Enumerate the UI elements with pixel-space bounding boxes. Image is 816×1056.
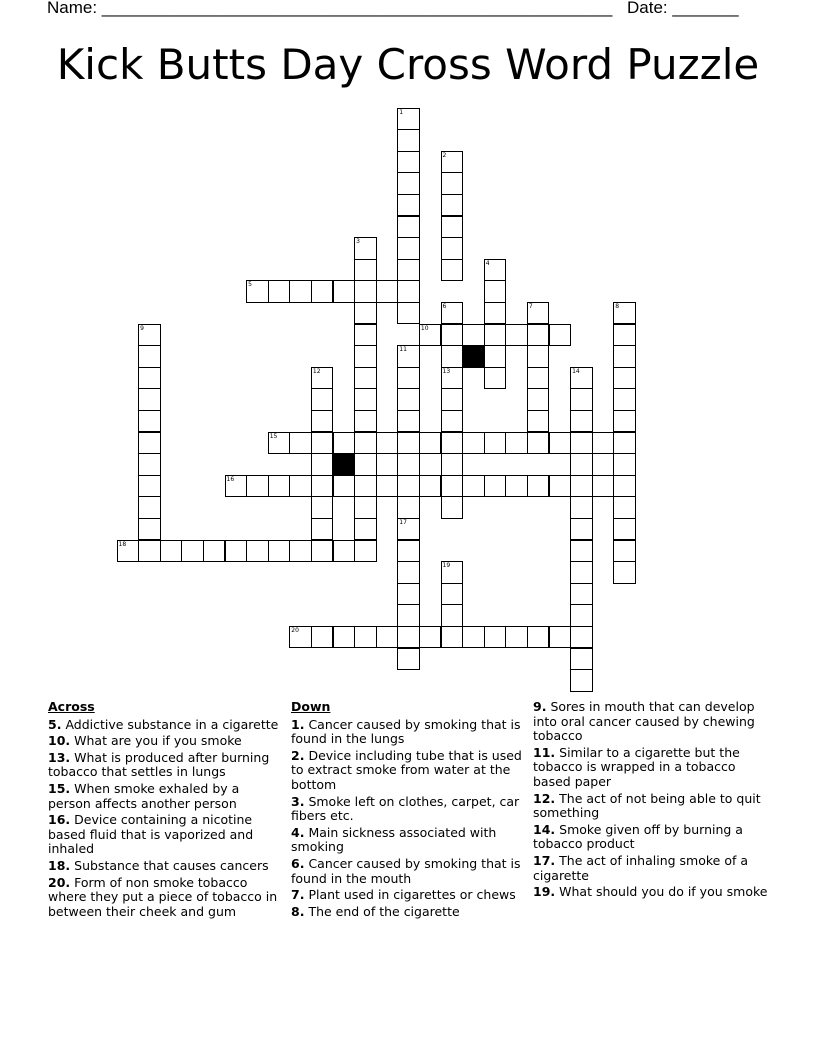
grid-cell[interactable] bbox=[441, 388, 464, 411]
grid-cell[interactable] bbox=[441, 259, 464, 282]
grid-cell[interactable] bbox=[419, 324, 442, 347]
grid-cell[interactable] bbox=[419, 432, 442, 455]
grid-cell[interactable] bbox=[397, 151, 420, 174]
black-square bbox=[462, 345, 485, 368]
cell-number: 11 bbox=[399, 346, 407, 354]
grid-cell[interactable] bbox=[441, 216, 464, 239]
grid-cell[interactable] bbox=[333, 626, 356, 649]
grid-cell[interactable] bbox=[570, 432, 593, 455]
clue-item bbox=[291, 826, 523, 855]
grid-cell[interactable] bbox=[138, 496, 161, 519]
grid-cell[interactable] bbox=[311, 626, 334, 649]
clue-text: The end of the cigarette bbox=[308, 903, 460, 919]
black-square bbox=[333, 453, 356, 476]
clue-text: Similar to a cigarette but the tobacco is wrapped in a tobacco based paper bbox=[533, 744, 740, 789]
clue-text: When smoke exhaled by a person affects another person bbox=[48, 780, 240, 811]
clue-item bbox=[48, 718, 280, 733]
down-clues-continued bbox=[533, 700, 769, 902]
clue-number: 11. bbox=[533, 744, 556, 760]
grid-cell[interactable] bbox=[354, 626, 377, 649]
grid-cell[interactable] bbox=[397, 237, 420, 260]
grid-cell[interactable] bbox=[441, 194, 464, 217]
grid-cell[interactable] bbox=[397, 496, 420, 519]
grid-cell[interactable] bbox=[549, 626, 572, 649]
clue-item bbox=[48, 751, 280, 780]
grid-cell[interactable] bbox=[354, 302, 377, 325]
grid-cell[interactable] bbox=[613, 496, 636, 519]
clue-number: 4. bbox=[291, 824, 305, 840]
cell-number: 4 bbox=[485, 259, 490, 267]
grid-cell[interactable] bbox=[289, 280, 312, 303]
grid-cell[interactable] bbox=[397, 108, 420, 131]
grid-cell[interactable] bbox=[549, 432, 572, 455]
clue-item bbox=[291, 749, 523, 793]
grid-cell[interactable] bbox=[613, 540, 636, 563]
grid-cell[interactable] bbox=[613, 302, 636, 325]
grid-cell[interactable] bbox=[527, 626, 550, 649]
grid-cell[interactable] bbox=[505, 324, 528, 347]
grid-cell[interactable] bbox=[441, 172, 464, 195]
grid-cell[interactable] bbox=[181, 540, 204, 563]
grid-cell[interactable] bbox=[354, 237, 377, 260]
grid-cell[interactable] bbox=[570, 540, 593, 563]
across-clue-list bbox=[48, 718, 280, 920]
grid-cell[interactable] bbox=[311, 518, 334, 541]
grid-cell[interactable] bbox=[613, 518, 636, 541]
cell-number: 6 bbox=[442, 302, 447, 310]
grid-cell[interactable] bbox=[397, 453, 420, 476]
clue-number: 3. bbox=[291, 793, 305, 809]
grid-cell[interactable] bbox=[484, 475, 507, 498]
clue-item bbox=[533, 885, 769, 900]
grid-cell[interactable] bbox=[570, 388, 593, 411]
grid-cell[interactable] bbox=[527, 388, 550, 411]
grid-cell[interactable] bbox=[397, 648, 420, 671]
clue-text: The act of not being able to quit something bbox=[533, 790, 761, 821]
grid-cell[interactable] bbox=[397, 540, 420, 563]
grid-cell[interactable] bbox=[289, 475, 312, 498]
grid-cell[interactable] bbox=[441, 432, 464, 455]
clue-text: What should you do if you smoke bbox=[559, 884, 768, 900]
clue-text: Smoke given off by burning a tobacco product bbox=[533, 821, 743, 852]
grid-cell[interactable] bbox=[570, 561, 593, 584]
clue-number: 19. bbox=[533, 884, 556, 900]
grid-cell[interactable] bbox=[397, 259, 420, 282]
grid-cell[interactable] bbox=[397, 410, 420, 433]
grid-cell[interactable] bbox=[613, 432, 636, 455]
across-clues bbox=[48, 700, 280, 921]
grid-cell[interactable] bbox=[397, 626, 420, 649]
down-heading: Down bbox=[291, 699, 331, 714]
grid-cell[interactable] bbox=[138, 367, 161, 390]
grid-cell[interactable] bbox=[354, 410, 377, 433]
grid-cell[interactable] bbox=[289, 432, 312, 455]
clue-number: 18. bbox=[48, 857, 71, 873]
grid-cell[interactable] bbox=[311, 410, 334, 433]
grid-cell[interactable] bbox=[570, 496, 593, 519]
grid-cell[interactable] bbox=[505, 475, 528, 498]
grid-cell[interactable] bbox=[203, 540, 226, 563]
grid-cell[interactable] bbox=[570, 475, 593, 498]
grid-cell[interactable] bbox=[570, 583, 593, 606]
grid-cell[interactable] bbox=[441, 583, 464, 606]
cell-number: 19 bbox=[442, 562, 451, 570]
grid-cell[interactable] bbox=[527, 367, 550, 390]
clue-text: Sores in mouth that can develop into oral cancer caused by chewing tobacco bbox=[533, 699, 755, 744]
grid-cell[interactable] bbox=[613, 367, 636, 390]
grid-cell[interactable] bbox=[311, 388, 334, 411]
clue-item bbox=[533, 700, 769, 744]
grid-cell[interactable] bbox=[354, 540, 377, 563]
grid-cell[interactable] bbox=[462, 432, 485, 455]
clue-text: Addictive substance in a cigarette bbox=[65, 716, 279, 732]
grid-cell[interactable] bbox=[484, 302, 507, 325]
grid-cell[interactable] bbox=[505, 626, 528, 649]
clue-text: Substance that causes cancers bbox=[74, 857, 269, 873]
grid-cell[interactable] bbox=[527, 475, 550, 498]
grid-cell[interactable] bbox=[462, 626, 485, 649]
clue-item bbox=[291, 857, 523, 886]
cell-number: 14 bbox=[572, 367, 580, 375]
clue-number: 16. bbox=[48, 812, 71, 828]
clue-text: What is produced after burning tobacco that settles in lungs bbox=[48, 749, 270, 780]
clue-number: 2. bbox=[291, 747, 305, 763]
grid-cell[interactable] bbox=[484, 324, 507, 347]
clue-text: Form of non smoke tobacco where they put a piece of tobacco in between their cheek and gum bbox=[48, 874, 278, 919]
grid-cell[interactable] bbox=[246, 540, 269, 563]
grid-cell[interactable] bbox=[268, 540, 291, 563]
grid-cell[interactable] bbox=[138, 518, 161, 541]
grid-cell[interactable] bbox=[376, 280, 399, 303]
grid-cell[interactable] bbox=[333, 432, 356, 455]
grid-cell[interactable] bbox=[527, 345, 550, 368]
grid-cell[interactable] bbox=[376, 626, 399, 649]
grid-cell[interactable] bbox=[484, 259, 507, 282]
clue-item bbox=[291, 905, 523, 920]
grid-cell[interactable] bbox=[484, 280, 507, 303]
grid-cell[interactable] bbox=[570, 648, 593, 671]
grid-cell[interactable] bbox=[138, 345, 161, 368]
grid-cell[interactable] bbox=[268, 432, 291, 455]
grid-cell[interactable] bbox=[268, 280, 291, 303]
grid-cell[interactable] bbox=[462, 324, 485, 347]
grid-cell[interactable] bbox=[570, 518, 593, 541]
grid-cell[interactable] bbox=[397, 194, 420, 217]
date-field-label[interactable]: Date: _______ bbox=[627, 0, 739, 17]
grid-cell[interactable] bbox=[160, 540, 183, 563]
grid-cell[interactable] bbox=[138, 388, 161, 411]
cell-number: 13 bbox=[442, 367, 451, 375]
page-title: Kick Butts Day Cross Word Puzzle bbox=[56, 40, 760, 89]
clue-text: What are you if you smoke bbox=[74, 733, 242, 749]
grid-cell[interactable] bbox=[613, 561, 636, 584]
cell-number: 3 bbox=[356, 238, 360, 246]
grid-cell[interactable] bbox=[138, 410, 161, 433]
cell-number: 1 bbox=[399, 108, 404, 116]
grid-cell[interactable] bbox=[527, 432, 550, 455]
grid-cell[interactable] bbox=[484, 432, 507, 455]
grid-cell[interactable] bbox=[397, 432, 420, 455]
clue-item bbox=[533, 823, 769, 852]
grid-cell[interactable] bbox=[397, 475, 420, 498]
cell-number: 7 bbox=[528, 302, 533, 310]
grid-cell[interactable] bbox=[613, 453, 636, 476]
grid-cell[interactable] bbox=[138, 475, 161, 498]
grid-cell[interactable] bbox=[441, 604, 464, 627]
grid-cell[interactable] bbox=[527, 324, 550, 347]
clue-item bbox=[291, 888, 523, 903]
grid-cell[interactable] bbox=[592, 475, 615, 498]
grid-cell[interactable] bbox=[441, 324, 464, 347]
grid-cell[interactable] bbox=[333, 475, 356, 498]
grid-cell[interactable] bbox=[397, 561, 420, 584]
grid-cell[interactable] bbox=[225, 475, 248, 498]
clue-item bbox=[48, 813, 280, 857]
clue-item bbox=[533, 854, 769, 883]
grid-cell[interactable] bbox=[138, 324, 161, 347]
grid-cell[interactable] bbox=[570, 669, 593, 692]
grid-cell[interactable] bbox=[484, 345, 507, 368]
clue-number: 5. bbox=[48, 716, 62, 732]
clue-number: 7. bbox=[291, 887, 305, 903]
down-clues bbox=[291, 700, 523, 921]
clue-item bbox=[291, 795, 523, 824]
grid-cell[interactable] bbox=[376, 432, 399, 455]
grid-cell[interactable] bbox=[397, 129, 420, 152]
clue-item bbox=[291, 718, 523, 747]
grid-cell[interactable] bbox=[441, 151, 464, 174]
cell-number: 16 bbox=[226, 475, 235, 483]
grid-cell[interactable] bbox=[397, 216, 420, 239]
cell-number: 2 bbox=[442, 151, 447, 159]
grid-cell[interactable] bbox=[441, 453, 464, 476]
grid-cell[interactable] bbox=[354, 453, 377, 476]
grid-cell[interactable] bbox=[441, 237, 464, 260]
clue-number: 9. bbox=[533, 699, 547, 714]
cell-number: 10 bbox=[420, 324, 429, 332]
clue-item bbox=[48, 859, 280, 874]
clue-item bbox=[533, 746, 769, 790]
grid-cell[interactable] bbox=[246, 280, 269, 303]
clue-number: 12. bbox=[533, 790, 556, 806]
grid-cell[interactable] bbox=[441, 410, 464, 433]
grid-cell[interactable] bbox=[354, 432, 377, 455]
clue-item bbox=[48, 782, 280, 811]
grid-cell[interactable] bbox=[527, 410, 550, 433]
grid-cell[interactable] bbox=[289, 626, 312, 649]
grid-cell[interactable] bbox=[397, 367, 420, 390]
down-clue-list-continued bbox=[533, 700, 769, 900]
clue-text: Main sickness associated with smoking bbox=[291, 824, 497, 855]
clue-number: 1. bbox=[291, 716, 305, 732]
grid-cell[interactable] bbox=[311, 475, 334, 498]
grid-cell[interactable] bbox=[376, 475, 399, 498]
grid-cell[interactable] bbox=[268, 475, 291, 498]
cell-number: 9 bbox=[140, 324, 144, 332]
clue-number: 17. bbox=[533, 852, 556, 868]
grid-cell[interactable] bbox=[311, 280, 334, 303]
clue-number: 20. bbox=[48, 874, 71, 890]
clue-item bbox=[48, 876, 280, 920]
grid-cell[interactable] bbox=[484, 626, 507, 649]
grid-cell[interactable] bbox=[397, 302, 420, 325]
clue-item bbox=[533, 792, 769, 821]
clue-text: Cancer caused by smoking that is found in the mouth bbox=[291, 855, 521, 886]
clue-text: Cancer caused by smoking that is found in the lungs bbox=[291, 716, 521, 747]
grid-cell[interactable] bbox=[484, 367, 507, 390]
cell-number: 20 bbox=[291, 626, 299, 634]
grid-cell[interactable] bbox=[311, 367, 334, 390]
grid-cell[interactable] bbox=[419, 626, 442, 649]
grid-cell[interactable] bbox=[613, 410, 636, 433]
clue-text: Plant used in cigarettes or chews bbox=[308, 887, 516, 903]
grid-cell[interactable] bbox=[354, 475, 377, 498]
clue-text: Device including tube that is used to extract smoke from water at the bottom bbox=[291, 747, 522, 792]
grid-cell[interactable] bbox=[419, 475, 442, 498]
grid-cell[interactable] bbox=[117, 540, 140, 563]
grid-cell[interactable] bbox=[441, 561, 464, 584]
grid-cell[interactable] bbox=[441, 345, 464, 368]
grid-cell[interactable] bbox=[354, 280, 377, 303]
clue-text: Smoke left on clothes, carpet, car fibers etc. bbox=[291, 793, 520, 824]
grid-cell[interactable] bbox=[441, 367, 464, 390]
clue-number: 6. bbox=[291, 855, 305, 871]
grid-cell[interactable] bbox=[333, 280, 356, 303]
grid-cell[interactable] bbox=[225, 540, 248, 563]
grid-cell[interactable] bbox=[570, 604, 593, 627]
cell-number: 5 bbox=[248, 281, 252, 289]
grid-cell[interactable] bbox=[333, 540, 356, 563]
grid-cell[interactable] bbox=[462, 475, 485, 498]
grid-cell[interactable] bbox=[354, 388, 377, 411]
grid-cell[interactable] bbox=[549, 475, 572, 498]
clue-text: Device containing a nicotine based fluid that is vaporized and inhaled bbox=[48, 812, 254, 857]
grid-cell[interactable] bbox=[311, 432, 334, 455]
clue-number: 14. bbox=[533, 821, 556, 837]
cell-number: 15 bbox=[269, 432, 278, 440]
grid-cell[interactable] bbox=[397, 388, 420, 411]
clue-item bbox=[48, 734, 280, 749]
clue-number: 10. bbox=[48, 733, 71, 749]
grid-cell[interactable] bbox=[549, 324, 572, 347]
grid-cell[interactable] bbox=[441, 475, 464, 498]
grid-cell[interactable] bbox=[354, 345, 377, 368]
cell-number: 8 bbox=[615, 302, 620, 310]
grid-cell[interactable] bbox=[354, 367, 377, 390]
grid-cell[interactable] bbox=[613, 475, 636, 498]
grid-cell[interactable] bbox=[570, 453, 593, 476]
grid-cell[interactable] bbox=[441, 302, 464, 325]
grid-cell[interactable] bbox=[570, 367, 593, 390]
grid-cell[interactable] bbox=[138, 432, 161, 455]
grid-cell[interactable] bbox=[354, 518, 377, 541]
name-field-label[interactable]: Name: ______________________________________________________ bbox=[47, 0, 613, 17]
grid-cell[interactable] bbox=[354, 496, 377, 519]
clue-number: 8. bbox=[291, 903, 305, 919]
grid-cell[interactable] bbox=[613, 324, 636, 347]
grid-cell[interactable] bbox=[397, 518, 420, 541]
grid-cell[interactable] bbox=[397, 172, 420, 195]
grid-cell[interactable] bbox=[246, 475, 269, 498]
grid-cell[interactable] bbox=[354, 324, 377, 347]
grid-cell[interactable] bbox=[311, 496, 334, 519]
grid-cell[interactable] bbox=[570, 410, 593, 433]
grid-cell[interactable] bbox=[441, 626, 464, 649]
grid-cell[interactable] bbox=[613, 388, 636, 411]
cell-number: 12 bbox=[312, 367, 321, 375]
grid-cell[interactable] bbox=[138, 453, 161, 476]
grid-cell[interactable] bbox=[311, 540, 334, 563]
grid-cell[interactable] bbox=[441, 496, 464, 519]
clue-number: 15. bbox=[48, 780, 71, 796]
grid-cell[interactable] bbox=[311, 453, 334, 476]
grid-cell[interactable] bbox=[397, 345, 420, 368]
grid-cell[interactable] bbox=[613, 345, 636, 368]
clue-text: The act of inhaling smoke of a cigarette bbox=[533, 852, 749, 883]
grid-cell[interactable] bbox=[527, 302, 550, 325]
grid-cell[interactable] bbox=[570, 626, 593, 649]
down-clue-list bbox=[291, 718, 523, 920]
clue-number: 13. bbox=[48, 749, 71, 765]
grid-cell[interactable] bbox=[354, 259, 377, 282]
grid-cell[interactable] bbox=[592, 432, 615, 455]
grid-cell[interactable] bbox=[505, 432, 528, 455]
cell-number: 18 bbox=[118, 540, 127, 548]
grid-cell[interactable] bbox=[397, 604, 420, 627]
across-heading: Across bbox=[48, 699, 95, 714]
grid-cell[interactable] bbox=[138, 540, 161, 563]
grid-cell[interactable] bbox=[397, 583, 420, 606]
grid-cell[interactable] bbox=[289, 540, 312, 563]
grid-cell[interactable] bbox=[397, 280, 420, 303]
cell-number: 17 bbox=[399, 518, 407, 526]
